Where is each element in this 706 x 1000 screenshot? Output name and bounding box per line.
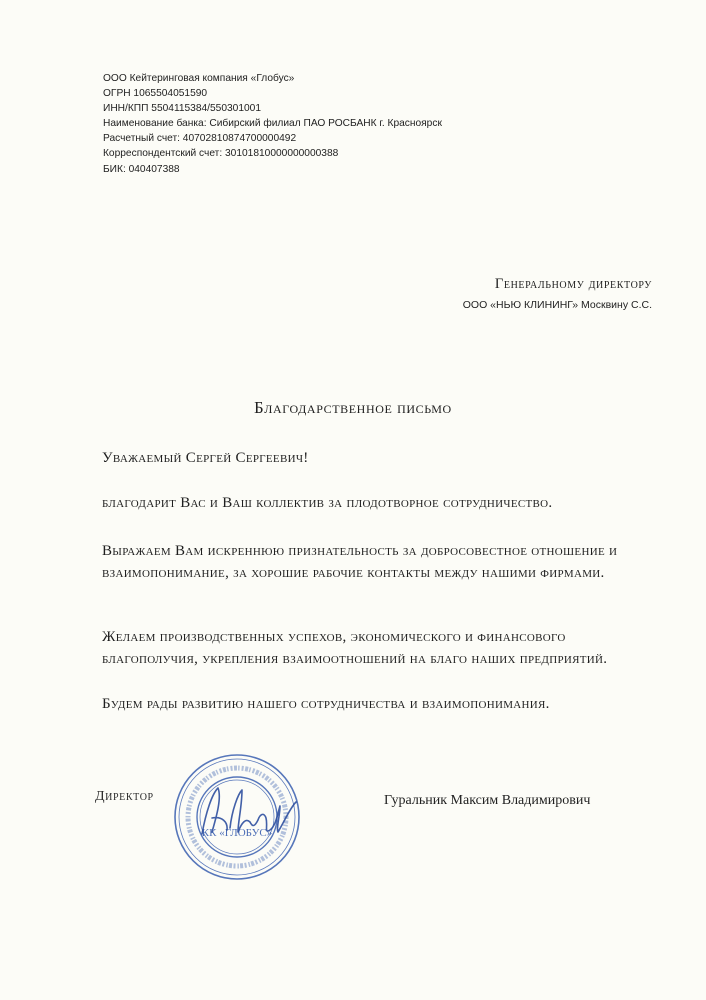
paragraph-gratitude: Выражаем Вам искреннюю признательность за добросовестное отношение и взаимопонимание, за хорошие рабочие контакты между нашими фирмами. [102, 543, 618, 581]
paragraph-wishes: Желаем производственных успехов, экономического и финансового благополучия, укрепления взаимоотношений на благо наших предприятий. [102, 629, 608, 667]
requisites-ogrn: ОГРН 1065504051590 [103, 88, 208, 100]
greeting: Уважаемый Сергей Сергеевич! [102, 450, 309, 466]
company-requisites [103, 71, 442, 177]
requisites-bik: БИК: 040407388 [103, 163, 180, 175]
requisites-bank: Наименование банка: Сибирский филиал ПАО РОСБАНК г. Красноярск [103, 118, 442, 130]
paragraph-thanks: благодарит Вас и Ваш коллектив за плодотворное сотрудничество. [102, 495, 553, 511]
requisites-account: Расчетный счет: 40702810874700000492 [103, 133, 297, 145]
signer-name: Гуральник Максим Владимирович [384, 793, 591, 808]
addressee-block [463, 276, 652, 311]
company-stamp [172, 752, 302, 882]
requisites-inn-kpp: ИНН/КПП 5504115384/550301001 [103, 103, 261, 115]
requisites-company: ООО Кейтеринговая компания «Глобус» [103, 73, 295, 84]
signature-position: Директор [95, 789, 154, 804]
stamp-label: КК «ГЛОБУС» [201, 827, 273, 839]
addressee-title: Генеральному директору [494, 276, 652, 292]
addressee-company: ООО «НЬЮ КЛИНИНГ» Москвину С.С. [462, 299, 652, 311]
paragraph-closing: Будем рады развитию нашего сотрудничества и взаимопонимания. [102, 696, 550, 712]
requisites-corr-account: Корреспондентский счет: 30101810000000000388 [103, 148, 339, 160]
letter-heading: Благодарственное письмо [254, 398, 452, 417]
